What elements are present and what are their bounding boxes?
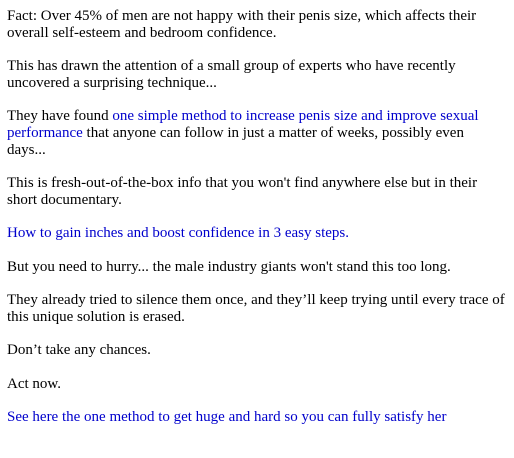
method-link[interactable]: one simple method to increase penis size and improve sexual performance <box>7 108 479 141</box>
paragraph-method-intro: They have found <box>7 108 113 124</box>
steps-link[interactable]: How to gain inches and boost confidence in 3 easy steps. <box>7 225 350 241</box>
paragraph-method <box>7 108 506 159</box>
paragraph-steps <box>7 225 506 242</box>
paragraph-documentary: This is fresh-out-of-the-box info that you won't find anywhere else but in their short documentary. <box>7 175 478 208</box>
paragraph-cta <box>7 409 506 426</box>
paragraph-hurry: But you need to hurry... the male industry giants won't stand this too long. <box>7 259 451 275</box>
paragraph-chances: Don’t take any chances. <box>7 342 151 358</box>
paragraph-method-outro: that anyone can follow in just a matter of weeks, possibly even days... <box>7 125 464 158</box>
cta-link[interactable]: See here the one method to get huge and hard so you can fully satisfy her <box>7 409 447 425</box>
paragraph-fact: Fact: Over 45% of men are not happy with their penis size, which affects their overall self-esteem and bedroom confidence. <box>7 8 477 41</box>
paragraph-silence: They already tried to silence them once, and they’ll keep trying until every trace of this unique solution is erased. <box>7 292 505 325</box>
paragraph-act-now: Act now. <box>7 376 62 392</box>
paragraph-experts: This has drawn the attention of a small group of experts who have recently uncovered a surprising technique... <box>7 58 456 91</box>
